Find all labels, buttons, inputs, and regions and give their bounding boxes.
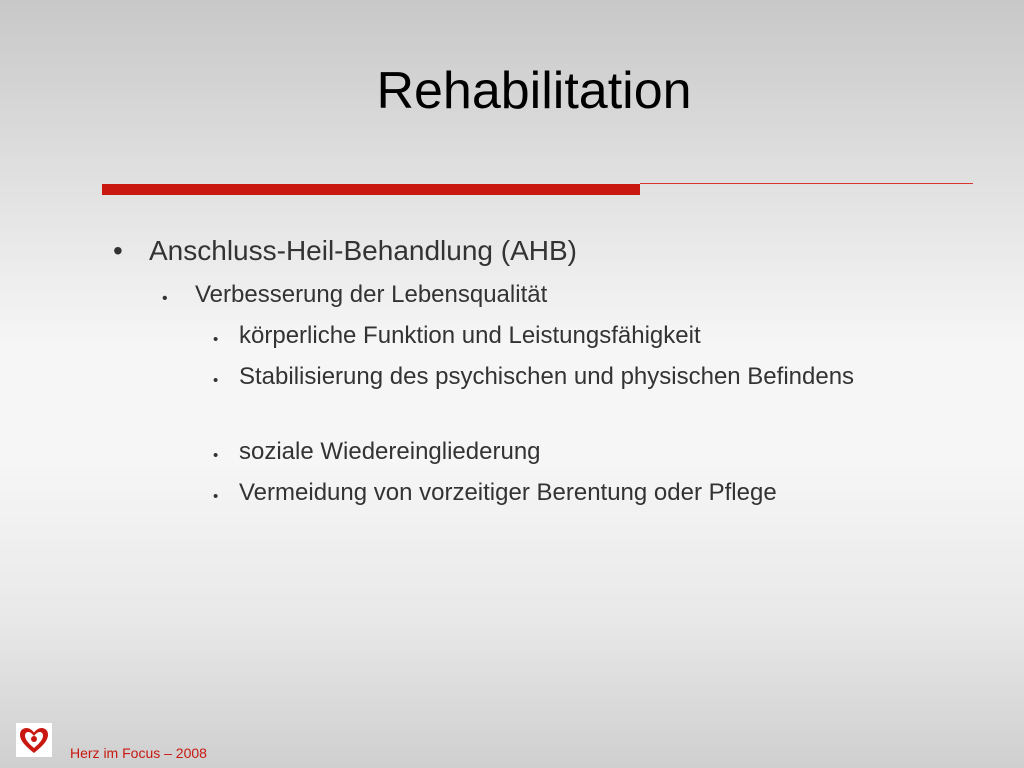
heart-hands-logo-icon (16, 723, 52, 757)
footer-text: Herz im Focus – 2008 (70, 745, 207, 761)
bullet-text: Verbesserung der Lebensqualität (195, 281, 548, 308)
bullet-text: Anschluss-Heil-Behandlung (AHB) (149, 235, 577, 266)
slide-title: Rehabilitation (376, 62, 692, 120)
bullet-text: körperliche Funktion und Leistungsfähigkeit (239, 322, 701, 349)
bullet-dot: • (213, 488, 219, 505)
bullet-dot: • (213, 372, 219, 389)
bullet-text: Stabilisierung des psychischen und physischen Befindens (239, 363, 855, 390)
bullet-dot: • (113, 235, 123, 266)
bullet-dot: • (162, 290, 168, 307)
bullet-text: soziale Wiedereingliederung (239, 438, 541, 465)
bullet-text: Vermeidung von vorzeitiger Berentung oder Pflege (239, 479, 777, 506)
bullet-dot: • (213, 331, 219, 348)
bullet-dot: • (213, 447, 219, 464)
